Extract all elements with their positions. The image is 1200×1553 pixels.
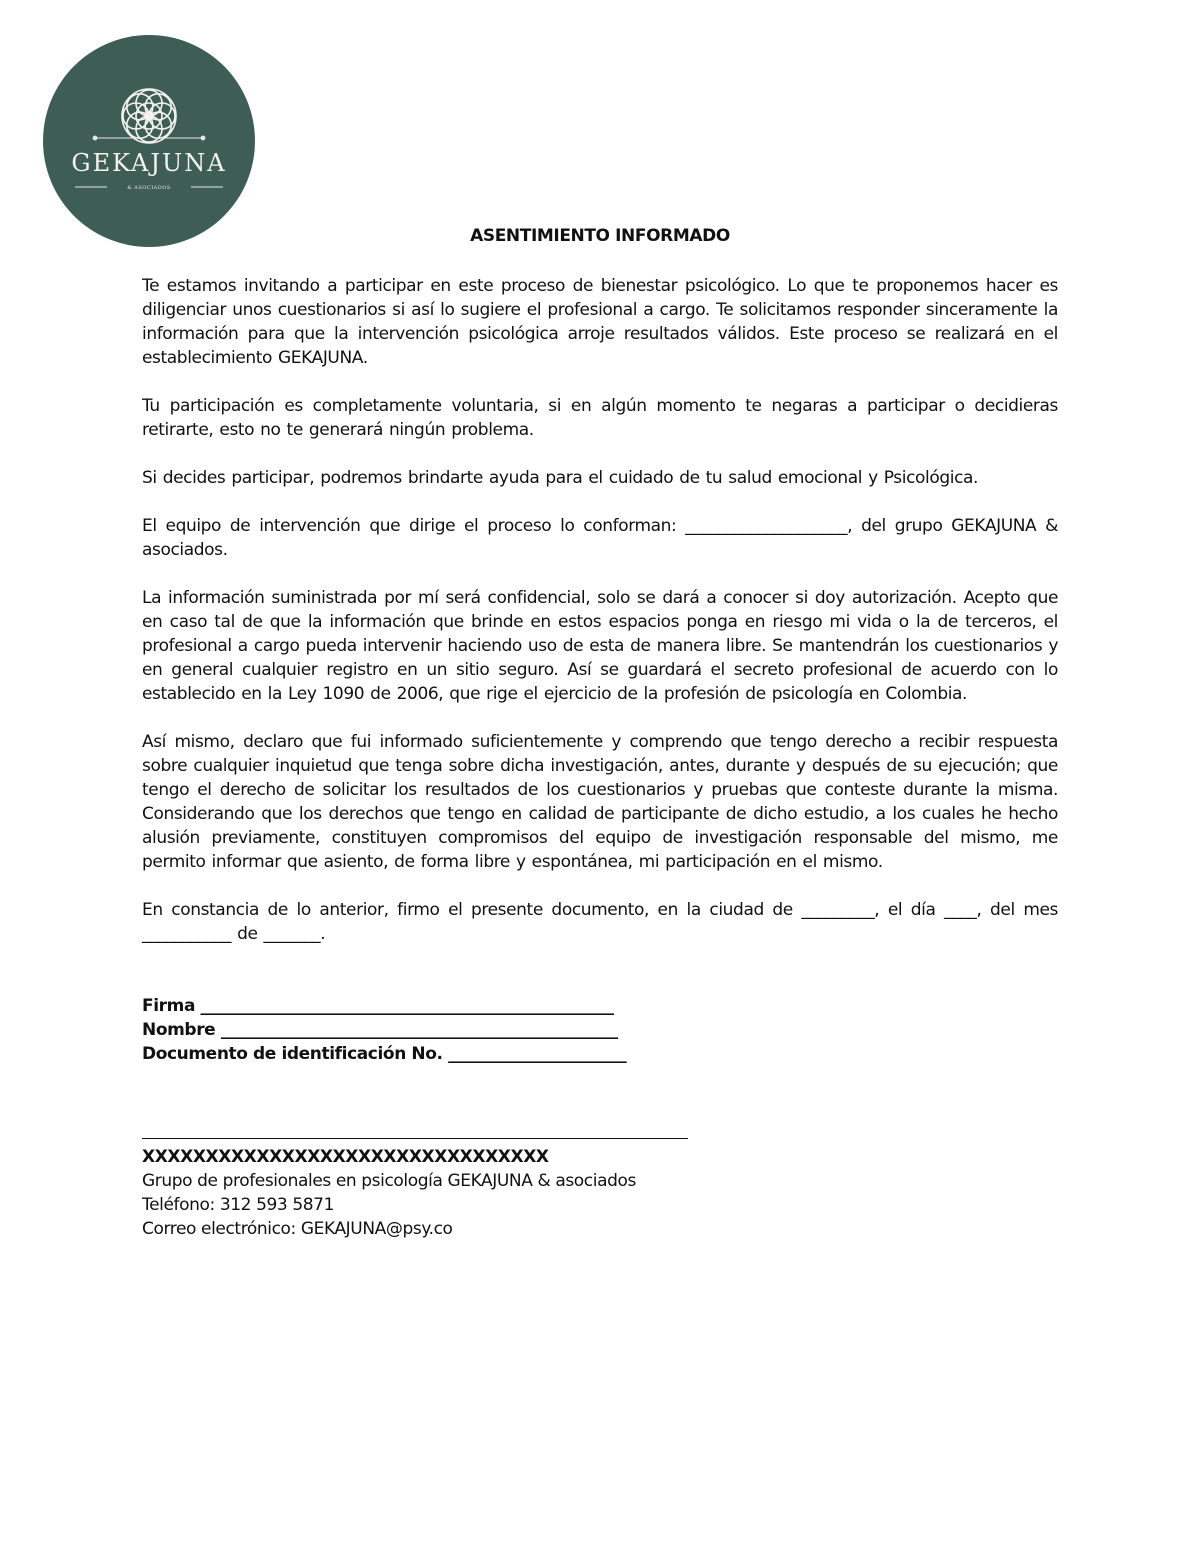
email-address: Correo electrónico: GEKAJUNA@psy.co <box>142 1219 453 1239</box>
documento-field[interactable]: Documento de identificación No. ______________________ <box>142 1044 627 1064</box>
paragraph-invitation: Te estamos invitando a participar en este proceso de bienestar psicológico. Lo que te proponemos hacer es diligenciar unos cuestionarios si así lo sugiere el profesional a cargo. Te solicitamos responder sinceramente la información para que la intervención psicológica arroje resultados válidos. Este proceso se realizará en el establecimiento GEKAJUNA. <box>142 276 1058 368</box>
paragraph-team: El equipo de intervención que dirige el proceso lo conforman: ____________________, del grupo GEKAJUNA & asociados. <box>142 516 1058 560</box>
professional-name: XXXXXXXXXXXXXXXXXXXXXXXXXXXXXXXX <box>142 1147 549 1167</box>
signature-line <box>142 1138 688 1139</box>
group-name: Grupo de profesionales en psicología GEKAJUNA & asociados <box>142 1171 636 1191</box>
paragraph-confidentiality: La información suministrada por mí será confidencial, solo se dará a conocer si doy autorización. Acepto que en caso tal de que la información que brinde en estos espacios ponga en riesgo mi vida o la de terceros, el profesional a cargo pueda intervenir haciendo uso de esta de manera libre. Se mantendrán los cuestionarios y en general cualquier registro en un sitio seguro. Así se guardará el secreto profesional de acuerdo con lo establecido en la Ley 1090 de 2006, que rige el ejercicio de la profesión de psicología en Colombia. <box>142 588 1058 704</box>
gekajuna-logo <box>43 35 255 247</box>
mandala-flower-icon <box>43 35 255 247</box>
nombre-field[interactable]: Nombre _________________________________________________ <box>142 1020 618 1040</box>
firma-field[interactable]: Firma ___________________________________________________ <box>142 996 614 1016</box>
paragraph-benefits: Si decides participar, podremos brindarte ayuda para el cuidado de tu salud emocional y Psicológica. <box>142 468 979 488</box>
signature-fields <box>142 994 1058 1066</box>
logo-tagline: & ASOCIADOS <box>127 185 171 191</box>
footer-contact <box>142 1145 1058 1241</box>
paragraph-consent: En constancia de lo anterior, firmo el presente documento, en la ciudad de _________, el día ____, del mes ___________ de _______. <box>142 900 1058 944</box>
paragraph-voluntary: Tu participación es completamente voluntaria, si en algún momento te negaras a participar o decidieras retirarte, esto no te generará ningún problema. <box>142 396 1058 440</box>
phone-number: Teléfono: 312 593 5871 <box>142 1195 334 1215</box>
paragraph-rights: Así mismo, declaro que fui informado suficientemente y comprendo que tengo derecho a recibir respuesta sobre cualquier inquietud que tenga sobre dicha investigación, antes, durante y después de su ejecución; que tengo el derecho de solicitar los resultados de los cuestionarios y pruebas que conteste durante la misma. Considerando que los derechos que tengo en calidad de participante de dicho estudio, a los cuales he hecho alusión previamente, constituyen compromisos del equipo de investigación responsable del mismo, me permito informar que asiento, de forma libre y espontánea, mi participación en el mismo. <box>142 732 1058 872</box>
document-body <box>142 274 1058 1241</box>
document-title: ASENTIMIENTO INFORMADO <box>470 226 730 246</box>
logo-wordmark: GEKAJUNA <box>71 149 227 177</box>
